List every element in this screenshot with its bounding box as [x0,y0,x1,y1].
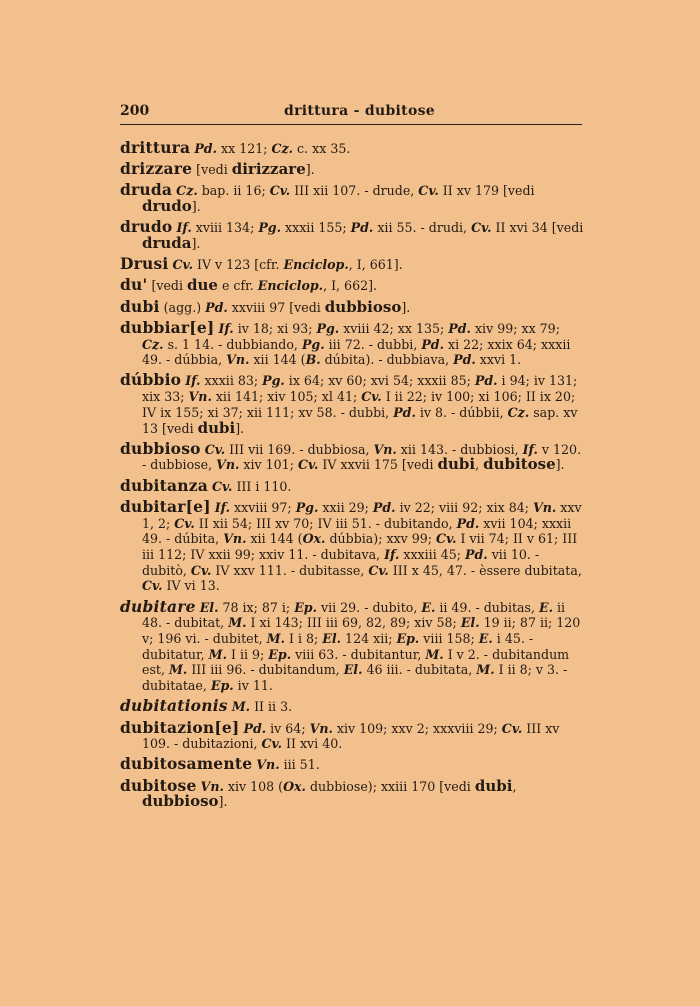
source-abbreviation: Pd. [194,141,217,156]
source-abbreviation: Vn. [226,352,250,368]
entry-text: iv 64; [266,720,310,736]
source-abbreviation: Vn. [373,441,397,457]
entry-text: xxviii 97 [vedi [227,299,325,315]
cross-reference: drudo [142,197,192,216]
dictionary-entry [120,277,584,294]
source-abbreviation: Pd. [393,404,416,420]
entry-text: viii 63. - dubitantur, [291,646,426,662]
entry-text: ii 48. - dubitat, [142,599,566,631]
headword: dubbioso [120,438,201,458]
entry-text: II xvi 40. [282,736,343,752]
headword: dubitar[e] [120,496,211,516]
entry-text: iv 22; viii 92; xix 84; [395,499,533,515]
entry-text: (agg.) [159,299,206,315]
entry-text: IV vi 13. [162,578,220,594]
entry-text: iv 11. [233,678,273,694]
source-abbreviation: Cv. [361,389,382,405]
headword: dúbbio [120,370,182,390]
entry-text: xxxiii 45; [399,546,466,562]
cross-reference: dubbioso [324,297,402,316]
source-abbreviation: Pd. [465,546,488,562]
entry-text: [vedi [147,278,188,294]
entry-text: iii 51. [279,757,320,773]
headword: drudo [120,217,173,237]
dictionary-entry [120,161,584,178]
dictionary-entry [120,496,584,594]
entry-text: , [512,778,517,794]
entry-text: I ii 9; [226,646,269,662]
entry-text: xiv 109; xxv 2; xxxviii 29; [332,720,502,736]
cross-reference: dubi [474,776,513,795]
source-abbreviation: Pd. [421,336,444,352]
source-abbreviation: Cv. [190,562,212,578]
source-abbreviation: If. [214,499,230,515]
entry-text: i 94; iv 131; xix 33; [142,373,578,405]
source-abbreviation: If. [185,373,201,389]
entry-text: viii 158; [419,630,479,646]
source-abbreviation: Vn. [188,389,212,405]
source-abbreviation: Pd. [350,220,374,236]
entry-text: xii 144 ( [249,352,306,368]
page-header [120,103,582,125]
source-abbreviation: Ox. [302,531,326,547]
source-abbreviation: E. [539,599,553,615]
entry-text: III i 110. [232,478,292,494]
entry-text: 124 xii; [341,630,397,646]
source-abbreviation: El. [460,615,480,631]
entry-text: xxviii 97; [230,499,296,515]
source-abbreviation: E. [421,599,436,615]
source-abbreviation: Cv. [269,183,291,199]
entry-text: v 120. - dubbiose, [142,441,582,473]
source-abbreviation: Cv. [174,515,195,531]
header-rule [120,124,582,125]
source-abbreviation: Cv. [297,457,319,473]
headword: Drusi [120,254,169,274]
entry-text: II xv 179 [vedi [438,183,535,199]
source-abbreviation: Cv. [418,183,439,199]
entry-text: xiv 99; xx 79; [470,320,560,336]
source-abbreviation: Cv. [501,720,523,736]
entry-text: , I, 662]. [323,278,378,294]
entry-text: dúbita). - dubbiava, [320,352,454,368]
source-abbreviation: Pg. [258,220,281,236]
source-abbreviation: Pd. [372,499,396,515]
source-abbreviation: El. [322,630,342,646]
entry-text: vii 10. - dubitò, [142,546,540,578]
entry-text: ]. [218,794,228,810]
source-abbreviation: Ep. [396,630,420,646]
entry-text: III xii 107. - drude, [290,183,419,199]
source-abbreviation: Pd. [243,720,267,736]
source-abbreviation: Enciclop. [257,278,324,294]
headword: drizzare [120,159,193,179]
headword: dubitose [120,775,197,795]
dictionary-entry [120,756,584,773]
entry-text: 46 iii. - dubitata, [362,662,477,678]
source-abbreviation: Cz. [176,183,198,199]
source-abbreviation: Pd. [456,515,480,531]
entry-text: xii 144 ( [246,531,303,547]
entry-text: ii 49. - dubitas, [435,599,540,615]
entry-text: ]. [401,299,411,315]
entry-text: I v 2. - dubitandum est, [142,646,570,678]
source-abbreviation: Vn. [200,778,224,794]
entry-text: xviii 134; [191,220,259,236]
dictionary-entry [120,438,584,474]
entry-text: ]. [305,162,315,178]
dictionary-entry [120,182,584,214]
dictionary-entry [120,596,584,694]
entry-text: I ii 8; v 3. - dubitatae, [142,662,568,694]
dictionary-entry [120,775,584,811]
cross-reference: druda [142,234,192,253]
entry-text: IV v 123 [cfr. [192,257,284,273]
source-abbreviation: M. [425,646,444,662]
dictionary-entry [120,296,584,316]
cross-reference: dubbioso [142,792,219,811]
entry-text: vii 29. - dubito, [316,599,422,615]
entry-text: III x 45, 47. - èssere dubitata, [388,562,582,578]
source-abbreviation: If. [384,546,400,562]
entry-text: xxxii 83; [200,373,263,389]
dictionary-entry [120,219,584,251]
entry-text: xxv 1, 2; [142,499,582,531]
entry-text: 78 ix; 87 i; [218,599,295,615]
entry-text: xxxii 155; [280,220,351,236]
source-abbreviation: Vn. [216,457,240,473]
source-abbreviation: If. [218,320,234,336]
source-abbreviation: If. [522,441,538,457]
cross-reference: dubi [437,455,476,474]
source-abbreviation: Cv. [172,257,193,273]
entry-text: III iii 96. - dubitandum, [187,662,344,678]
headword: dubitanza [120,475,208,495]
source-abbreviation: El. [343,662,363,678]
entry-text: iv 8. - dúbbii, [415,404,508,420]
entry-text: II xvi 34 [vedi [491,220,584,236]
headword: dubitazion[e] [120,717,240,737]
entry-text: xviii 42; xx 135; [339,320,449,336]
entry-text: dubbiose); xxiii 170 [vedi [305,778,475,794]
entry-text: xx 121; [216,141,272,156]
entry-text: I i 8; [284,630,323,646]
source-abbreviation: Pd. [474,373,498,389]
entry-text: [vedi [192,162,232,178]
source-abbreviation: M. [476,662,495,678]
source-abbreviation: E. [478,630,493,646]
entry-text: IV xxvii 175 [vedi [318,457,438,473]
headword: dubitosamente [120,754,253,774]
entry-text: xxii 29; [318,499,373,515]
source-abbreviation: M. [208,646,227,662]
source-abbreviation: Cv. [436,531,457,547]
source-abbreviation: Vn. [223,531,247,547]
source-abbreviation: Pd. [453,352,476,368]
entry-text: ]. [191,236,201,252]
entry-text: xiv 101; [239,457,298,473]
source-abbreviation: Ep. [268,646,292,662]
entry-text: c. xx 35. [293,141,351,156]
source-abbreviation: Cv. [142,578,163,594]
source-abbreviation: Cz. [271,141,294,156]
source-abbreviation: M. [168,662,188,678]
entry-text: xxvi 1. [475,352,522,368]
source-abbreviation: M. [228,615,247,631]
dictionary-entry [120,698,584,715]
entry-text: i 45. - dubitatur, [142,630,534,662]
cross-reference: dubi [197,418,236,437]
entry-text: ix 64; xv 60; xvi 54; xxxii 85; [284,373,475,389]
source-abbreviation: M. [266,630,285,646]
source-abbreviation: M. [231,699,251,715]
source-abbreviation: Cv. [261,736,282,752]
source-abbreviation: Cv. [204,441,226,457]
entry-text: dúbbia); xxv 99; [325,531,437,547]
source-abbreviation: Cv. [368,562,389,578]
entry-text: bap. ii 16; [197,183,270,199]
entry-text: I xi 143; III iii 69, 82, 89; xiv 58; [246,615,461,631]
entry-text: I ii 22; iv 100; xi 106; II ix 20; IV ix 155; xi 37; xii 111; xv 58. - dubbi, [142,389,576,420]
source-abbreviation: Ep. [294,599,317,615]
source-abbreviation: If. [176,220,192,236]
entry-text: , [475,457,484,473]
headword: dubi [120,296,160,316]
entry-text: xi 22; xxix 64; xxxii 49. - dúbbia, [142,336,571,368]
entry-text: iii 72. - dubbi, [324,336,422,352]
source-abbreviation: Pd. [205,299,228,315]
source-abbreviation: Pg. [316,320,340,336]
entry-text: xii 55. - drudi, [373,220,472,236]
source-abbreviation: Enciclop. [283,257,349,273]
entry-text: iv 18; xi 93; [233,320,317,336]
headword: druda [120,180,173,200]
dictionary-entry [120,256,584,273]
entry-text: II xii 54; III xv 70; IV iii 51. - dubitando, [194,515,457,531]
source-abbreviation: Ep. [210,678,234,694]
headword: du' [120,275,148,295]
page-number: 200 [120,103,150,119]
headword: dubitationis [120,696,228,716]
dictionary-entry [120,140,584,157]
source-abbreviation: El. [199,599,219,615]
entry-text: III xv 109. - dubitazioni, [142,720,560,752]
entry-text: I vii 74; II v 61; III iii 112; IV xxii 99; xxiv 11. - dubitava, [142,531,578,562]
dictionary-entry [120,717,584,752]
source-abbreviation: Ox. [283,778,306,794]
source-abbreviation: Pg. [262,373,285,389]
cross-reference: dubitose [483,455,556,474]
cross-reference: dirizzare [231,160,306,179]
source-abbreviation: Pg. [295,499,319,515]
entry-text: III vii 169. - dubbiosa, [225,441,374,457]
entry-text: II ii 3. [250,699,293,715]
headword: dubbiar[e] [120,317,215,337]
source-abbreviation: Vn. [532,499,557,515]
source-abbreviation: Cz. [507,404,530,420]
dictionary-entry [120,317,584,368]
entry-list [120,140,584,815]
entry-text: xiv 108 ( [223,778,284,794]
entry-text: sap. xv 13 [vedi [142,404,578,436]
entry-text: xvii 104; xxxii 49. - dúbita, [142,515,572,547]
entry-text: ]. [235,420,245,436]
source-abbreviation: Vn. [309,720,333,736]
entry-text: , I, 661]. [348,257,403,273]
dictionary-entry [120,372,584,436]
headword: dubitare [120,596,196,616]
entry-text: IV xxv 111. - dubitasse, [211,562,369,578]
entry-text: s. 1 14. - dubbiando, [163,336,302,352]
source-abbreviation: Cz. [142,336,164,352]
entry-text: e cfr. [217,278,258,294]
source-abbreviation: Pd. [448,320,471,336]
source-abbreviation: Cv. [471,220,492,236]
dictionary-entry [120,475,584,495]
entry-text: 19 ii; 87 ii; 120 v; 196 vi. - dubitet, [142,615,581,646]
source-abbreviation: Cv. [211,478,233,494]
entry-text: xii 143. - dubbiosi, [396,441,523,457]
entry-text: ]. [555,457,565,473]
source-abbreviation: Pg. [301,336,325,352]
running-title: drittura - dubitose [284,103,435,119]
cross-reference: due [187,276,218,295]
entry-text: xii 141; xiv 105; xl 41; [211,389,362,405]
source-abbreviation: B. [305,352,321,368]
source-abbreviation: Vn. [256,757,280,773]
entry-text: ]. [191,199,201,215]
headword: drittura [120,138,191,157]
